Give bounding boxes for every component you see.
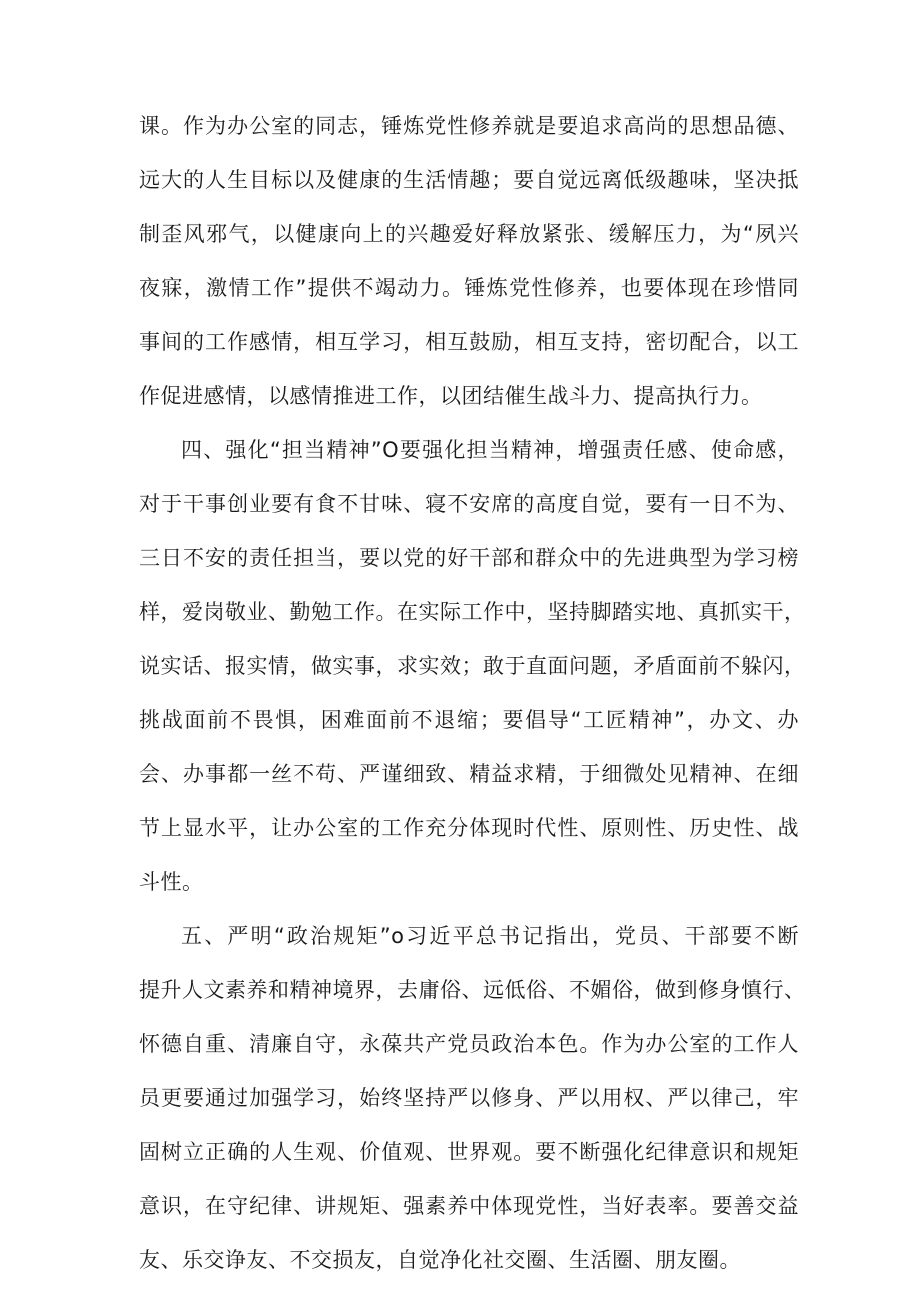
text-line: 说实话、报实情，做实事，求实效；敢于直面问题，矛盾面前不躲闪， — [139, 654, 806, 678]
text-line: 样，爱岗敬业、勤勉工作。在实际工作中，坚持脚踏实地、真抓实干， — [139, 600, 806, 624]
text-line: 事间的工作感情，相互学习，相互鼓励，相互支持，密切配合，以工 — [139, 330, 799, 354]
text-line: 固树立正确的人生观、价值观、世界观。要不断强化纪律意识和规矩 — [139, 1140, 799, 1164]
paragraph-heading-line: 四、强化“担当精神”O要强化担当精神，增强责任感、使命感， — [181, 438, 799, 462]
text-line: 制歪风邪气，以健康向上的兴趣爱好释放紧张、缓解压力，为“夙兴 — [139, 222, 799, 246]
text-line: 作促进感情，以感情推进工作，以团结催生战斗力、提高执行力。 — [139, 384, 763, 408]
text-line: 远大的人生目标以及健康的生活情趣；要自觉远离低级趣味，坚决抵 — [139, 168, 799, 192]
text-line: 怀德自重、清廉自守，永葆共产党员政治本色。作为办公室的工作人 — [139, 1032, 799, 1056]
text-line: 挑战面前不畏惧，困难面前不退缩；要倡导“工匠精神”，办文、办 — [139, 708, 799, 732]
text-line: 员更要通过加强学习，始终坚持严以修身、严以用权、严以律己，牢 — [139, 1086, 799, 1110]
text-line: 会、办事都一丝不苟、严谨细致、精益求精，于细微处见精神、在细 — [139, 762, 799, 786]
text-line: 节上显水平，让办公室的工作充分体现时代性、原则性、历史性、战 — [139, 816, 799, 840]
text-line: 三日不安的责任担当，要以党的好干部和群众中的先进典型为学习榜 — [139, 546, 799, 570]
text-line: 意识，在守纪律、讲规矩、强素养中体现党性，当好表率。要善交益 — [139, 1194, 799, 1218]
text-line: 友、乐交诤友、不交损友，自觉净化社交圈、生活圈、朋友圈。 — [139, 1248, 741, 1272]
text-line: 斗性。 — [139, 870, 204, 894]
text-line: 对于干事创业要有食不甘味、寝不安席的高度自觉，要有一日不为、 — [139, 492, 799, 516]
paragraph-heading-line: 五、严明“政治规矩”o习近平总书记指出，党员、干部要不断 — [181, 924, 799, 948]
text-line: 提升人文素养和精神境界，去庸俗、远低俗、不媚俗，做到修身慎行、 — [139, 978, 806, 1002]
text-line: 课。作为办公室的同志，锤炼党性修养就是要追求高尚的思想品德、 — [139, 114, 799, 138]
text-line: 夜寐，激情工作”提供不竭动力。锤炼党性修养，也要体现在珍惜同 — [139, 276, 799, 300]
